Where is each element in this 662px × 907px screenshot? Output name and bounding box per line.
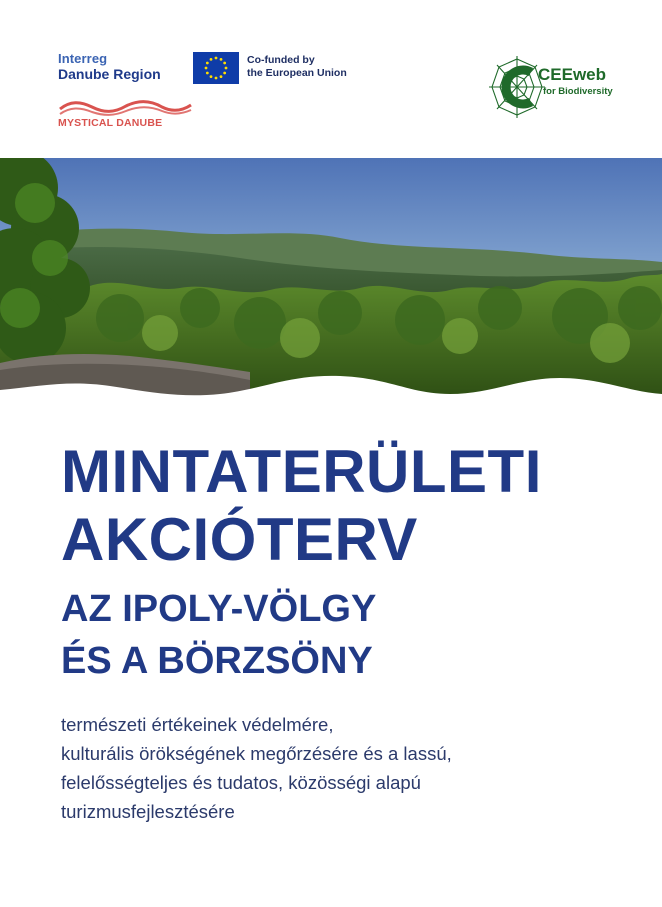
subtitle-line2: ÉS A BÖRZSÖNY [61,640,373,682]
title-line1: MINTATERÜLETI [61,438,542,505]
interreg-logo [58,52,198,82]
eu-cofunded-line1: Co-funded by [247,54,315,66]
eu-star-icon [220,75,223,78]
eu-star-icon [225,67,228,70]
interreg-logo-line2: Danube Region [58,66,161,82]
eu-star-icon [215,57,218,60]
ceeweb-tagline: for Biodiversity [543,86,613,97]
description-line4: turizmusfejlesztésére [61,801,235,822]
eu-star-icon [223,62,226,65]
eu-star-icon [210,75,213,78]
ceeweb-name: CEEweb [538,65,607,84]
interreg-logo-line1: Interreg [58,51,108,66]
eu-cofunded-text [247,54,347,80]
description-line2: kulturális örökségének megőrzésére és a lassú, [61,743,452,764]
eu-star-icon [206,72,209,75]
eu-star-icon [223,72,226,75]
landscape-photo [0,158,662,398]
eu-star-icon [220,58,223,61]
eu-star-icon [205,67,208,70]
eu-flag-icon [193,52,239,84]
description-line3: felelősségteljes és tudatos, közösségi alapú [61,772,421,793]
subtitle-line1: AZ IPOLY-VÖLGY [61,588,377,630]
description [61,710,641,826]
description-line1: természeti értékeinek védelmére, [61,714,334,735]
title-line2: AKCIÓTERV [61,506,418,573]
eu-cofunded-line2: the European Union [247,67,347,79]
eu-star-icon [206,62,209,65]
mystical-danube-label: MYSTICAL DANUBE [58,117,163,129]
eu-star-icon [210,58,213,61]
mystical-danube-wave-icon [58,96,193,116]
eu-star-icon [215,77,218,80]
